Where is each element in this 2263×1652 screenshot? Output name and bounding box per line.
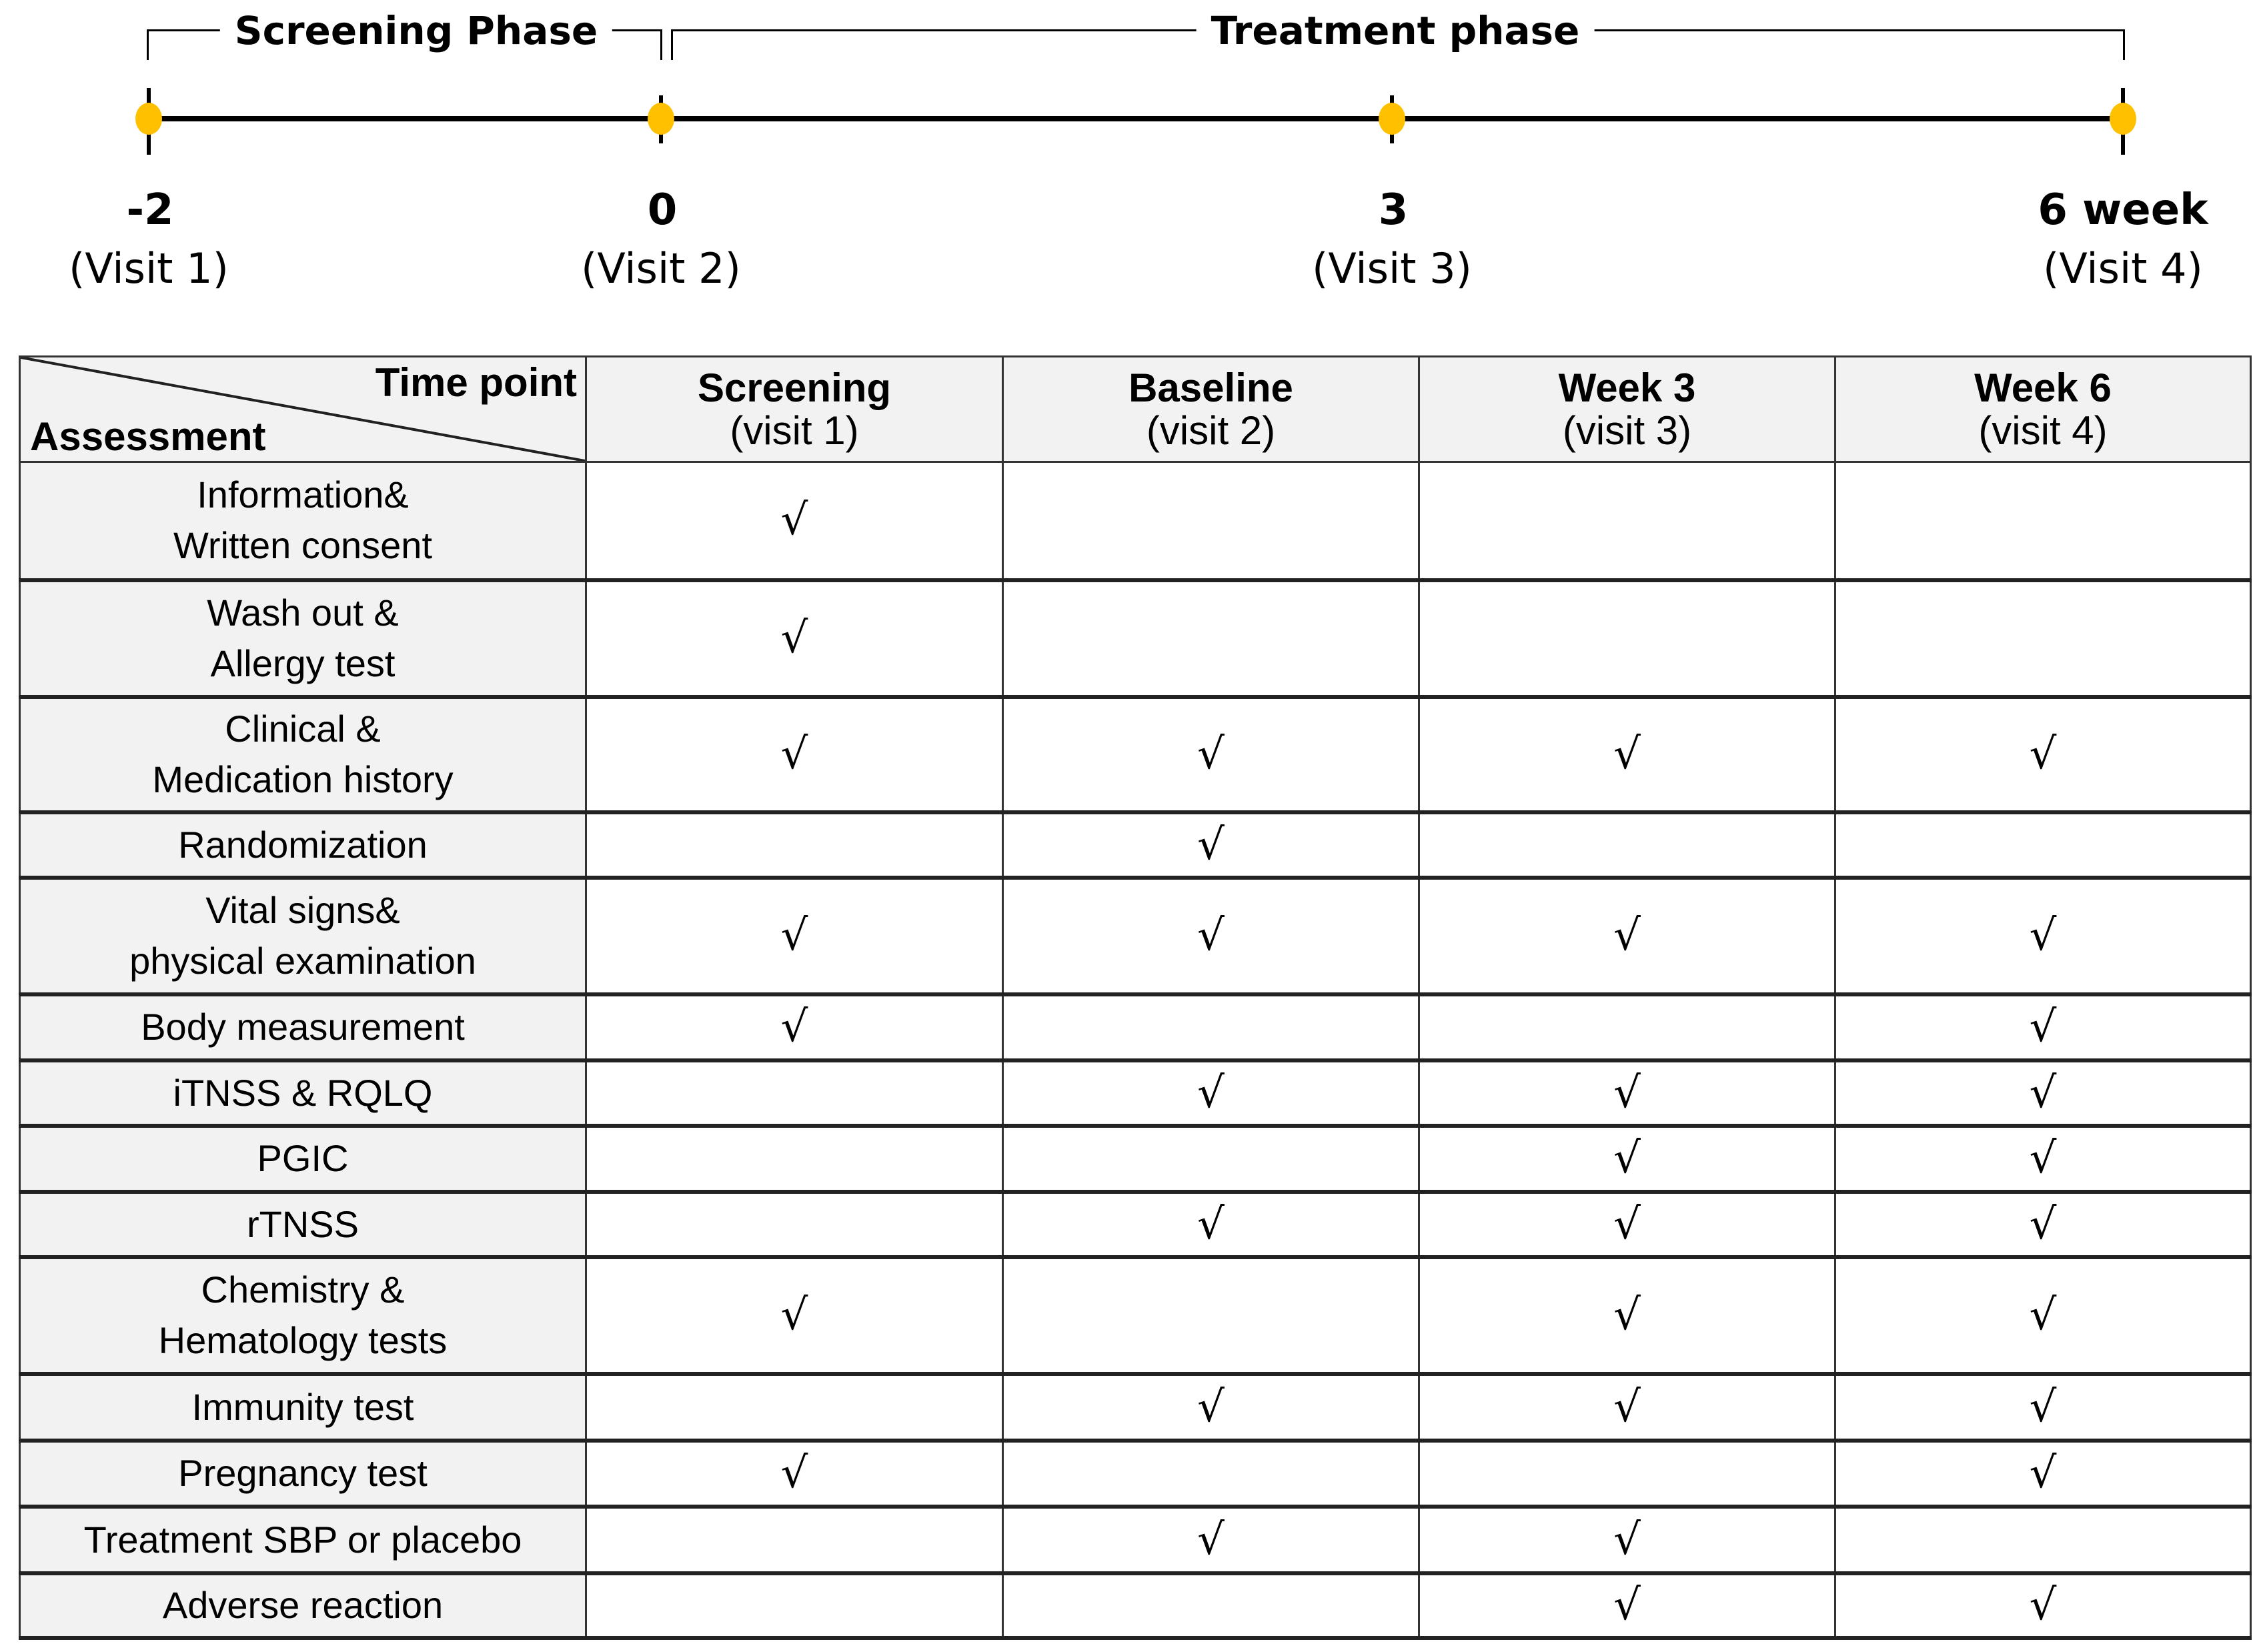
treatment-bracket-right bbox=[2123, 29, 2125, 60]
assessment-name: Treatment SBP or placebo bbox=[20, 1507, 586, 1573]
check-cell: √ bbox=[1003, 1192, 1419, 1257]
column-header-week6: Week 6 (visit 4) bbox=[1835, 357, 2251, 462]
check-cell bbox=[1419, 994, 1835, 1060]
visit-1-marker bbox=[135, 103, 162, 135]
visit-2-marker bbox=[648, 103, 674, 135]
check-cell: √ bbox=[1003, 812, 1419, 878]
check-cell: √ bbox=[1003, 1507, 1419, 1573]
timeline-axis bbox=[149, 116, 2123, 121]
treatment-phase-label: Treatment phase bbox=[1197, 5, 1595, 56]
visit-3-marker bbox=[1379, 103, 1405, 135]
visit-4-marker bbox=[2110, 103, 2136, 135]
check-cell: √ bbox=[586, 1257, 1003, 1374]
header-row bbox=[20, 357, 2251, 462]
table-row bbox=[20, 1192, 2251, 1257]
assessment-name: Wash out & Allergy test bbox=[20, 580, 586, 697]
check-cell: √ bbox=[1419, 697, 1835, 812]
check-cell: √ bbox=[1419, 1126, 1835, 1192]
assessment-name: Randomization bbox=[20, 812, 586, 878]
check-cell bbox=[1835, 812, 2251, 878]
table-row bbox=[20, 1441, 2251, 1507]
check-cell bbox=[1003, 580, 1419, 697]
check-cell: √ bbox=[586, 994, 1003, 1060]
assessment-name: Vital signs& physical examination bbox=[20, 878, 586, 994]
check-cell: √ bbox=[1835, 1573, 2251, 1638]
check-cell bbox=[1003, 1126, 1419, 1192]
check-cell bbox=[1835, 1507, 2251, 1573]
time-point-label: Time point bbox=[375, 360, 577, 405]
assessment-schedule-table bbox=[19, 355, 2252, 1640]
visit-label-3: (Visit 3) bbox=[1312, 244, 1472, 293]
check-cell: √ bbox=[1835, 878, 2251, 994]
check-cell: √ bbox=[1419, 1192, 1835, 1257]
check-cell: √ bbox=[1003, 1374, 1419, 1441]
check-cell: √ bbox=[586, 580, 1003, 697]
check-cell bbox=[1835, 462, 2251, 580]
check-cell bbox=[586, 1374, 1003, 1441]
table-row bbox=[20, 994, 2251, 1060]
check-cell bbox=[586, 1192, 1003, 1257]
assessment-label: Assessment bbox=[30, 414, 266, 459]
check-cell: √ bbox=[586, 462, 1003, 580]
check-cell bbox=[1419, 580, 1835, 697]
week-label-3: 3 bbox=[1378, 185, 1409, 235]
table-row bbox=[20, 1507, 2251, 1573]
check-cell bbox=[586, 1126, 1003, 1192]
check-cell bbox=[1835, 580, 2251, 697]
visit-label-2: (Visit 2) bbox=[581, 244, 741, 293]
table-row bbox=[20, 812, 2251, 878]
check-cell: √ bbox=[1419, 1257, 1835, 1374]
check-cell: √ bbox=[1835, 994, 2251, 1060]
column-header-week3: Week 3 (visit 3) bbox=[1419, 357, 1835, 462]
check-cell: √ bbox=[1835, 1192, 2251, 1257]
assessment-name: Information& Written consent bbox=[20, 462, 586, 580]
corner-header bbox=[20, 357, 586, 462]
check-cell: √ bbox=[1835, 1441, 2251, 1507]
check-cell bbox=[1419, 462, 1835, 580]
check-cell bbox=[586, 1573, 1003, 1638]
assessment-name: Pregnancy test bbox=[20, 1441, 586, 1507]
check-cell: √ bbox=[1419, 878, 1835, 994]
screening-phase-label: Screening Phase bbox=[220, 5, 612, 56]
assessment-name: Body measurement bbox=[20, 994, 586, 1060]
check-cell: √ bbox=[1003, 878, 1419, 994]
check-cell bbox=[586, 1507, 1003, 1573]
check-cell: √ bbox=[1835, 1374, 2251, 1441]
check-cell: √ bbox=[586, 878, 1003, 994]
table-row bbox=[20, 1573, 2251, 1638]
assessment-name: PGIC bbox=[20, 1126, 586, 1192]
table-row bbox=[20, 697, 2251, 812]
treatment-bracket-left bbox=[671, 29, 673, 60]
check-cell: √ bbox=[1419, 1507, 1835, 1573]
table-row bbox=[20, 1374, 2251, 1441]
visit-label-1: (Visit 1) bbox=[69, 244, 229, 293]
assessment-name: iTNSS & RQLQ bbox=[20, 1060, 586, 1126]
check-cell: √ bbox=[1419, 1060, 1835, 1126]
check-cell bbox=[1003, 994, 1419, 1060]
check-cell: √ bbox=[1419, 1374, 1835, 1441]
check-cell bbox=[1419, 1441, 1835, 1507]
check-cell: √ bbox=[1835, 1060, 2251, 1126]
assessment-name: rTNSS bbox=[20, 1192, 586, 1257]
check-cell bbox=[586, 1060, 1003, 1126]
check-cell: √ bbox=[586, 1441, 1003, 1507]
column-header-screening: Screening (visit 1) bbox=[586, 357, 1003, 462]
assessment-name: Chemistry & Hematology tests bbox=[20, 1257, 586, 1374]
check-cell bbox=[1003, 462, 1419, 580]
check-cell: √ bbox=[1835, 697, 2251, 812]
assessment-name: Clinical & Medication history bbox=[20, 697, 586, 812]
check-cell bbox=[1003, 1573, 1419, 1638]
visit-label-4: (Visit 4) bbox=[2043, 244, 2203, 293]
table-row bbox=[20, 462, 2251, 580]
check-cell bbox=[1003, 1257, 1419, 1374]
check-cell: √ bbox=[1835, 1257, 2251, 1374]
table-row bbox=[20, 1257, 2251, 1374]
check-cell: √ bbox=[1003, 1060, 1419, 1126]
check-cell: √ bbox=[1003, 697, 1419, 812]
screening-bracket-left bbox=[147, 29, 149, 60]
week-label-6: 6 week bbox=[2038, 185, 2208, 235]
table-row bbox=[20, 580, 2251, 697]
table-row bbox=[20, 1060, 2251, 1126]
check-cell: √ bbox=[586, 697, 1003, 812]
check-cell: √ bbox=[1835, 1126, 2251, 1192]
check-cell bbox=[1419, 812, 1835, 878]
screening-bracket-right bbox=[660, 29, 662, 60]
table-row bbox=[20, 1126, 2251, 1192]
week-label-0: 0 bbox=[647, 185, 678, 235]
column-header-baseline: Baseline (visit 2) bbox=[1003, 357, 1419, 462]
check-cell bbox=[1003, 1441, 1419, 1507]
table-row bbox=[20, 878, 2251, 994]
check-cell bbox=[586, 812, 1003, 878]
assessment-name: Adverse reaction bbox=[20, 1573, 586, 1638]
week-label-minus2: -2 bbox=[126, 185, 174, 235]
assessment-name: Immunity test bbox=[20, 1374, 586, 1441]
check-cell: √ bbox=[1419, 1573, 1835, 1638]
